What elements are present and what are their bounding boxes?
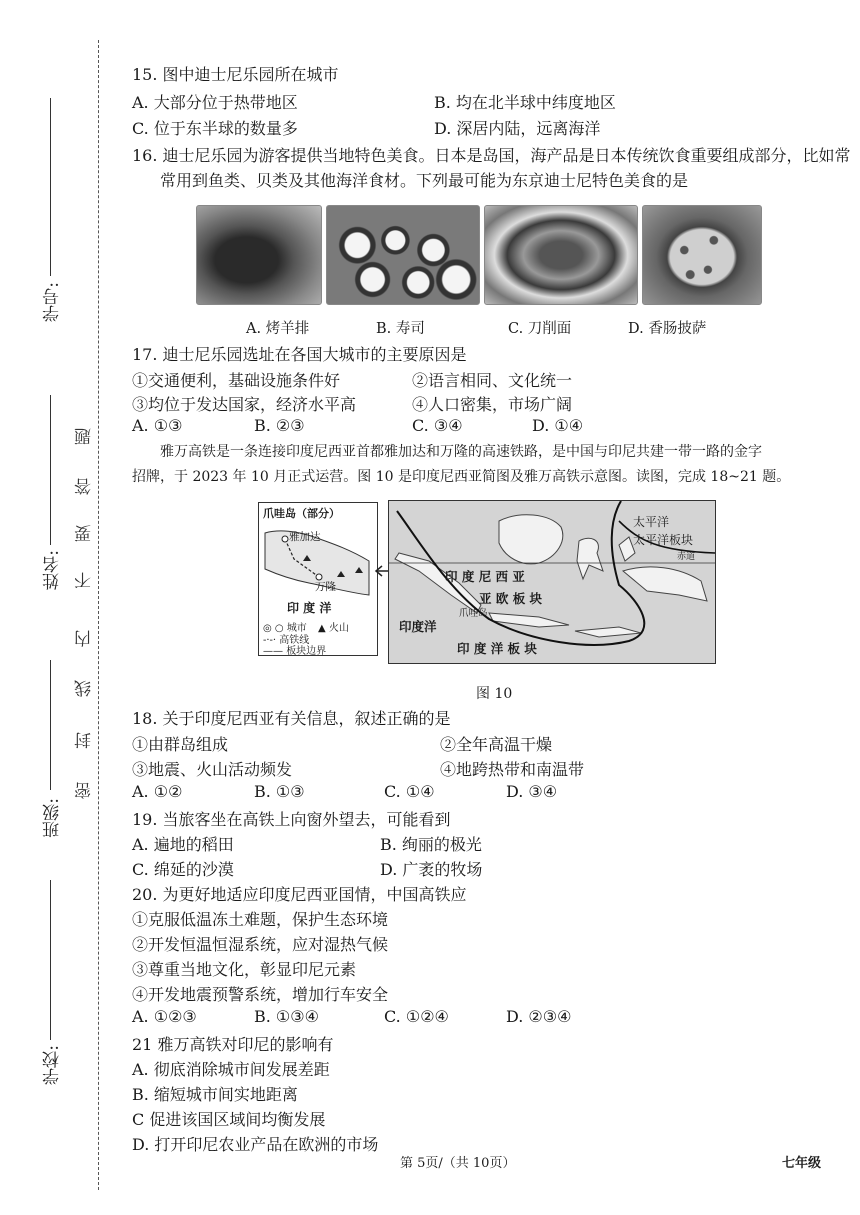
sushi-photo [326, 205, 480, 305]
question-stem-cont: 常用到鱼类、贝类及其他海洋食材。下列最可能为东京迪士尼特色美食的是 [160, 171, 689, 190]
question-stem: 19. 当旅客坐在高铁上向窗外望去，可能看到 [132, 810, 451, 829]
indian-ocean-label: 印度洋 [399, 619, 437, 634]
option-d: D. 打开印尼农业产品在欧洲的市场 [132, 1135, 379, 1154]
intro-line-2: 招牌，于 2023 年 10 月正式运营。图 10 是印度尼西亚简图及雅万高铁示意图。读图，完成 18~21 题。 [132, 469, 791, 485]
option-d: D. ①④ [532, 416, 584, 435]
choice-4: ④人口密集，市场广阔 [412, 395, 573, 414]
intro-line-1: 雅万高铁是一条连接印度尼西亚首都雅加达和万隆的高速铁路，是中国与印尼共建一带一路的金字 [160, 444, 762, 460]
class-label: 班级: [43, 798, 63, 838]
option-b: B. ②③ [254, 416, 305, 435]
legend-plate: —— 板块边界 [263, 646, 327, 657]
seal-char: 封 [75, 732, 95, 749]
indonesia-main-map [388, 500, 716, 664]
indonesia-label: 印 度 尼 西 亚 [445, 569, 525, 584]
choice-4: ④开发地震预警系统，增加行车安全 [132, 985, 389, 1004]
option-c: C. 位于东半球的数量多 [132, 119, 298, 138]
option-c: C 促进该国区域间均衡发展 [132, 1110, 326, 1129]
java-label: 爪哇岛 [459, 608, 488, 619]
question-stem: 20. 为更好地适应印度尼西亚国情，中国高铁应 [132, 885, 467, 904]
option-b: B. ①③④ [254, 1007, 319, 1026]
plate-boundary-icon: —— [263, 646, 287, 657]
page-number: 第 5页/（共 10页） [400, 1156, 516, 1171]
option-d: D. ③④ [506, 782, 558, 801]
knife-noodle-photo [484, 205, 638, 305]
indian-plate-label: 印 度 洋 板 块 [457, 641, 537, 656]
lamb-chop-photo [196, 205, 322, 305]
choice-2: ②全年高温干燥 [440, 735, 553, 754]
legend-city: ◎ ○ 城市 ▲ 火山 [263, 623, 349, 634]
volcano-icon: ▲ [318, 623, 329, 634]
seal-char: 内 [75, 630, 95, 647]
seal-char: 不 [75, 572, 95, 589]
question-stem: 18. 关于印度尼西亚有关信息，叙述正确的是 [132, 709, 451, 728]
city-marker [282, 536, 288, 542]
option-c: C. ①②④ [384, 1007, 449, 1026]
seal-char: 要 [75, 525, 95, 542]
choice-1: ①由群岛组成 [132, 735, 229, 754]
option-a: A. 烤羊排 [246, 321, 310, 337]
choice-4: ④地跨热带和南温带 [440, 760, 585, 779]
name-blank [50, 395, 51, 545]
bandung-label: 万隆 [315, 581, 336, 593]
equator-label: 赤道 [677, 552, 696, 562]
option-c: C. ①④ [384, 782, 435, 801]
option-d: D. 香肠披萨 [628, 321, 707, 337]
student-id-label: 学号: [43, 282, 63, 322]
option-a: A. ①②③ [132, 1007, 197, 1026]
name-label: 姓名: [43, 550, 63, 590]
option-b: B. 缩短城市间实地距离 [132, 1085, 298, 1104]
choice-2: ②开发恒温恒湿系统，应对湿热气候 [132, 935, 389, 954]
choice-3: ③地震、火山活动频发 [132, 760, 293, 779]
option-b: B. 均在北半球中纬度地区 [434, 93, 616, 112]
seal-char: 题 [75, 428, 95, 445]
binding-dashed-line [98, 40, 99, 1190]
seal-char: 答 [75, 478, 95, 495]
school-label: 学校: [43, 1045, 63, 1085]
option-c: C. 刀削面 [508, 321, 572, 337]
option-b: B. 寿司 [376, 321, 425, 337]
choice-3: ③尊重当地文化，彰显印尼元素 [132, 960, 357, 979]
option-a: A. 大部分位于热带地区 [132, 93, 298, 112]
question-stem: 15. 图中迪士尼乐园所在城市 [132, 65, 339, 84]
student-id-blank [50, 98, 51, 276]
option-a: A. 遍地的稻田 [132, 835, 234, 854]
rail-line-icon: -·-· [263, 635, 280, 646]
grade-label: 七年级 [782, 1156, 822, 1171]
pacific-plate-label: 太平洋板块 [633, 533, 694, 547]
sausage-pizza-photo [642, 205, 762, 305]
legend-rail: -·-· 高铁线 [263, 635, 310, 646]
seal-char: 线 [75, 680, 95, 697]
inset-title: 爪哇岛（部分） [263, 507, 340, 520]
figure-caption: 图 10 [476, 686, 513, 702]
option-a: A. ①② [132, 782, 183, 801]
jakarta-label: 雅加达 [289, 531, 321, 543]
choice-1: ①交通便利，基础设施条件好 [132, 371, 341, 390]
pacific-ocean-label: 太平洋 [633, 515, 670, 529]
eurasian-plate-label: 亚 欧 板 块 [479, 591, 543, 606]
choice-3: ③均位于发达国家，经济水平高 [132, 395, 357, 414]
class-blank [50, 660, 51, 790]
option-d: D. ②③④ [506, 1007, 572, 1026]
seal-char: 密 [75, 782, 95, 799]
question-stem: 16. 迪士尼乐园为游客提供当地特色美食。日本是岛国，海产品是日本传统饮食重要组成部分，比如常 [132, 146, 851, 165]
question-stem: 21 雅万高铁对印尼的影响有 [132, 1035, 334, 1054]
choice-1: ①克服低温冻土难题，保护生态环境 [132, 910, 389, 929]
question-stem: 17. 迪士尼乐园选址在各国大城市的主要原因是 [132, 345, 467, 364]
school-blank [50, 880, 51, 1040]
choice-2: ②语言相同、文化统一 [412, 371, 573, 390]
option-a: A. ①③ [132, 416, 183, 435]
java-inset-map [258, 502, 378, 656]
city-marker-icon: ◎ ○ [263, 623, 287, 634]
option-d: D. 广袤的牧场 [380, 860, 483, 879]
option-d: D. 深居内陆，远离海洋 [434, 119, 601, 138]
option-a: A. 彻底消除城市间发展差距 [132, 1060, 330, 1079]
option-c: C. 绵延的沙漠 [132, 860, 234, 879]
option-b: B. ①③ [254, 782, 305, 801]
inset-ocean-label: 印 度 洋 [287, 601, 332, 615]
option-c: C. ③④ [412, 416, 463, 435]
option-b: B. 绚丽的极光 [380, 835, 482, 854]
